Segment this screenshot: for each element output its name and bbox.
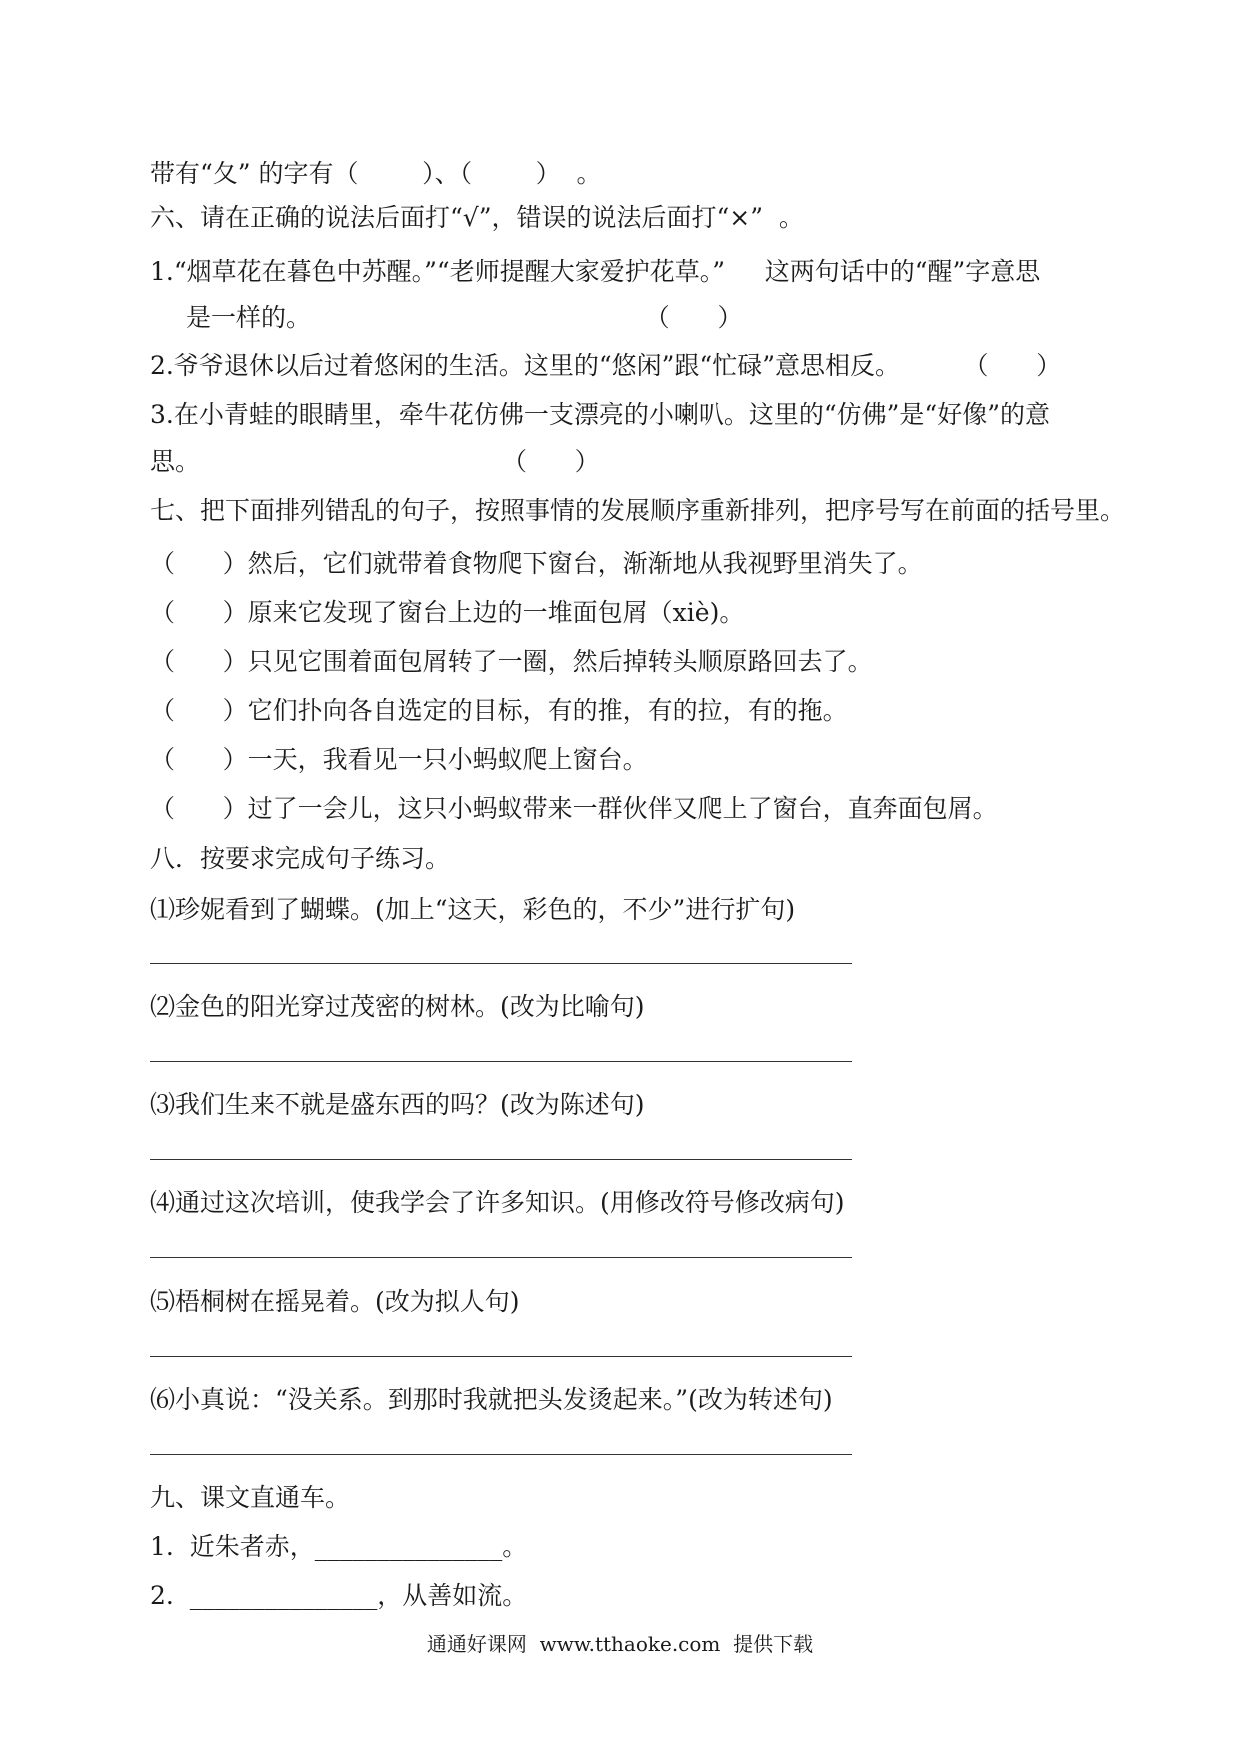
q7-item: （ ）只见它围着面包屑转了一圈，然后掉转头顺原路回去了。 [150,647,873,676]
answer-line[interactable] [150,1257,852,1258]
answer-line[interactable] [150,1159,852,1160]
q7-item: （ ）然后，它们就带着食物爬下窗台，渐渐地从我视野里消失了。 [150,549,923,578]
answer-line[interactable] [150,1061,852,1062]
q8-item: ⑸梧桐树在摇晃着。(改为拟人句) [150,1287,520,1316]
q7-item: （ ）原来它发现了窗台上边的一堆面包屑（xiè)。 [150,598,745,627]
answer-line[interactable] [150,963,852,964]
answer-line[interactable] [150,1356,852,1357]
q6-item-3-line-1: 3.在小青蛙的眼睛里，牵牛花仿佛一支漂亮的小喇叭。这里的“仿佛”是“好像”的意 [150,400,1050,429]
q8-item: ⑹小真说：“没关系。到那时我就把头发烫起来。”(改为转述句) [150,1385,833,1414]
q8-item: ⑴珍妮看到了蝴蝶。(加上“这天，彩色的，不少”进行扩句) [150,895,796,924]
q6-item-2: 2.爷爷退休以后过着悠闲的生活。这里的“悠闲”跟“忙碌”意思相反。 （ ） [150,351,1062,380]
q7-item: （ ）一天，我看见一只小蚂蚁爬上窗台。 [150,745,648,774]
q7-heading: 七、把下面排列错乱的句子，按照事情的发展顺序重新排列，把序号写在前面的括号里。 [150,496,1126,525]
q7-item: （ ）过了一会儿，这只小蚂蚁带来一群伙伴又爬上了窗台，直奔面包屑。 [150,794,998,823]
q5-tail-text: 带有“夂” 的字有（ ）、（ ） 。 [150,159,602,188]
q9-item-1: 1. 近朱者赤，_______________。 [150,1532,528,1561]
q9-heading: 九、课文直通车。 [150,1483,351,1512]
answer-line[interactable] [150,1454,852,1455]
q9-item-2: 2. _______________，从善如流。 [150,1581,528,1610]
q7-item: （ ）它们扑向各自选定的目标，有的推，有的拉，有的拖。 [150,696,848,725]
q8-item: ⑷通过这次培训，使我学会了许多知识。(用修改符号修改病句) [150,1188,845,1217]
q8-heading: 八．按要求完成句子练习。 [150,844,451,873]
q8-item: ⑵金色的阳光穿过茂密的树林。(改为比喻句) [150,992,645,1021]
q6-item-3-line-2: 思。 （ ） [150,447,600,476]
footer-source: 通通好课网 www.tthaoke.com 提供下载 [426,1632,814,1656]
q6-heading: 六、请在正确的说法后面打“√”，错误的说法后面打“×” 。 [150,203,804,232]
q8-item: ⑶我们生来不就是盛东西的吗？(改为陈述句) [150,1090,645,1119]
q6-item-1-line-1: 1.“烟草花在暮色中苏醒。”“老师提醒大家爱护花草。” 这两句话中的“醒”字意思 [150,257,1041,286]
q6-item-1-line-2: 是一样的。 （ ） [186,303,743,332]
